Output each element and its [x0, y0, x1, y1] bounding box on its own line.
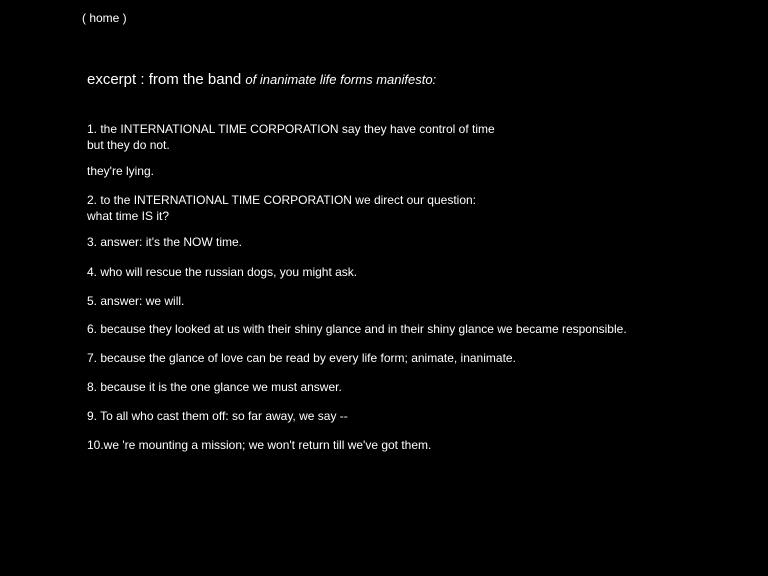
- manifesto-item-1-line2: but they do not.: [87, 138, 170, 152]
- manifesto-item-9: 9. To all who cast them off: so far away, we say --: [87, 409, 348, 423]
- manifesto-item-3: 3. answer: it's the NOW time.: [87, 235, 242, 249]
- manifesto-item-10: 10.we 're mounting a mission; we won't return till we've got them.: [87, 438, 432, 452]
- manifesto-statement: they're lying.: [87, 164, 154, 178]
- manifesto-item-6: 6. because they looked at us with their shiny glance and in their shiny glance we became responsible.: [87, 322, 627, 336]
- manifesto-item-2: [87, 192, 476, 224]
- heading-prefix: excerpt : from the band: [87, 71, 246, 88]
- manifesto-item-4: 4. who will rescue the russian dogs, you might ask.: [87, 265, 358, 279]
- manifesto-item-8: 8. because it is the one glance we must answer.: [87, 380, 342, 394]
- page-heading: [87, 71, 436, 89]
- home-link[interactable]: ( home ): [82, 11, 127, 25]
- manifesto-item-5: 5. answer: we will.: [87, 294, 185, 308]
- manifesto-item-1-line1: 1. the INTERNATIONAL TIME CORPORATION say they have control of time: [87, 122, 495, 136]
- manifesto-item-2-line1: 2. to the INTERNATIONAL TIME CORPORATION we direct our question:: [87, 193, 477, 207]
- manifesto-item-7: 7. because the glance of love can be read by every life form; animate, inanimate.: [87, 351, 516, 365]
- heading-subtitle: of inanimate life forms manifesto:: [245, 72, 437, 87]
- manifesto-item-2-line2: what time IS it?: [87, 209, 170, 223]
- manifesto-item-1: [87, 121, 495, 153]
